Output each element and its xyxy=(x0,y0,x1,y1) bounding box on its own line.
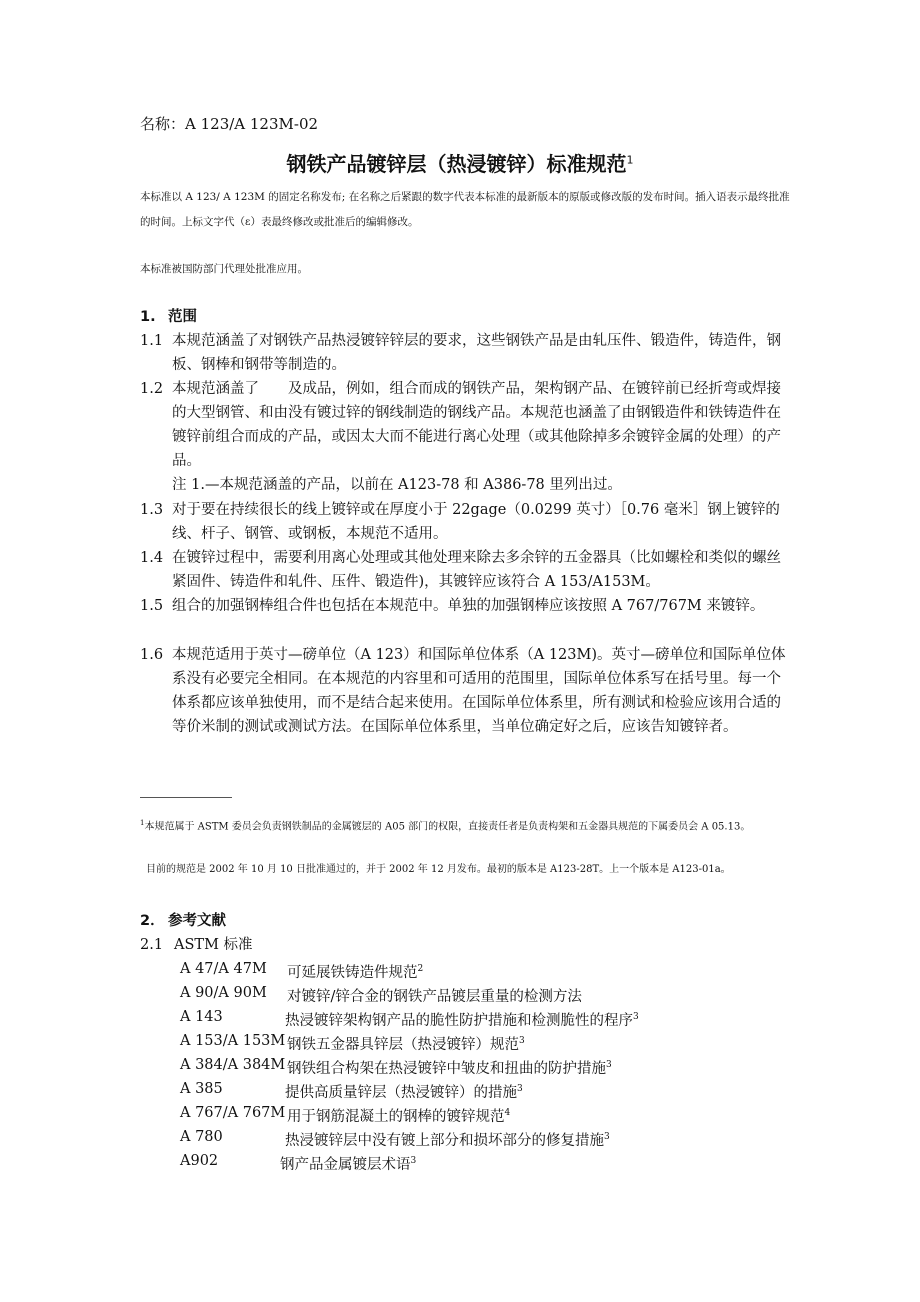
reference-desc: 钢产品金属镀层术语$^3$ xyxy=(280,1156,417,1173)
designation: 名称：A 123/A 123M-02 xyxy=(140,115,319,133)
clause-number: 1.3 xyxy=(140,502,164,518)
footnote-2: 目前的规范是 2002 年 10 月 10 日批准通过的，并于 2002 年 12 月发布。最初的版本是 A123-28T。上一个版本是 A123-01a。 xyxy=(146,864,731,875)
subsection-number: 2.1 xyxy=(140,937,164,953)
reference-code: A 143 xyxy=(180,1009,223,1025)
clause-number: 1.6 xyxy=(140,647,164,663)
clause-1-3 xyxy=(140,498,790,546)
reference-desc: 热浸镀锌层中没有镀上部分和损坏部分的修复措施$^3$ xyxy=(285,1132,610,1149)
footnote-text: 本规范属于 ASTM 委员会负责钢铁制品的金属镀层的 A05 部门的权限，直接责任者是负责构架和五金器具规范的下属委员会 A 05.13。 xyxy=(144,821,751,833)
reference-item xyxy=(180,1077,780,1101)
reference-code: A 47/A 47M xyxy=(180,961,267,977)
clause-text: 组合的加强钢棒组合件也包括在本规范中。单独的加强钢棒应该按照 A 767/767M 来镀锌。 xyxy=(172,598,765,614)
title-text: 钢铁产品镀锌层（热浸镀锌）标准规范 xyxy=(286,152,627,176)
clause-text: 本规范涵盖了对钢铁产品热浸镀锌锌层的要求，这些钢铁产品是由轧压件、锻造件，铸造件，钢板、钢棒和钢带等制造的。 xyxy=(172,333,781,373)
reference-item xyxy=(180,1125,780,1149)
clause-1-1 xyxy=(140,329,790,377)
reference-code: A 384/A 384M xyxy=(180,1057,286,1073)
clause-text: 对于要在持续很长的线上镀锌或在厚度小于 22gage（0.0299 英寸）［0.76 毫米］钢上镀锌的线、杆子、钢管、或钢板，本规范不适用。 xyxy=(172,502,780,542)
reference-desc: 用于钢筋混凝土的钢棒的镀锌规范$^4$ xyxy=(287,1108,511,1125)
clause-number: 1.5 xyxy=(140,598,164,614)
clause-text: 本规范适用于英寸—磅单位（A 123）和国际单位体系（A 123M)。英寸—磅单位和国际单位体系没有必要完全相同。在本规范的内容里和可适用的范围里，国际单位体系写在括号里。每一个体系都应该单独使用，而不是结合起来使用。在国际单位体系里，所有测试和检验应该用合适的等价米制的测试或测试方法。在国际单位体系里，当单位确定好之后，应该告知镀锌者。 xyxy=(172,647,786,735)
section-2-heading xyxy=(140,909,226,930)
footnote-divider xyxy=(140,797,232,798)
reference-desc: 钢铁五金器具锌层（热浸镀锌）规范$^3$ xyxy=(287,1036,525,1053)
approval-note: 本标准被国防部门代理处批准应用。 xyxy=(140,263,308,275)
reference-code: A 767/A 767M xyxy=(180,1105,286,1121)
reference-code: A 780 xyxy=(180,1129,223,1145)
clause-note: 注 1.—本规范涵盖的产品，以前在 A123-78 和 A386-78 里列出过。 xyxy=(172,477,622,493)
reference-item xyxy=(180,1101,780,1125)
section-1-heading xyxy=(140,305,197,326)
footnote-1 xyxy=(140,812,795,838)
clause-number: 1.1 xyxy=(140,333,164,349)
reference-desc: 提供高质量锌层（热浸镀锌）的措施$^3$ xyxy=(285,1084,523,1101)
reference-desc: 热浸镀锌架构钢产品的脆性防护措施和检测脆性的程序$^3$ xyxy=(285,1012,639,1029)
clause-number: 1.2 xyxy=(140,381,164,397)
reference-item xyxy=(180,1149,780,1173)
footnote-mark: 1 xyxy=(140,819,145,827)
clause-number: 1.4 xyxy=(140,550,164,566)
section-title: 参考文献 xyxy=(168,913,226,929)
section-number: 2． xyxy=(140,913,165,929)
document-title xyxy=(0,148,920,177)
reference-item xyxy=(180,1053,780,1077)
reference-code: A 153/A 153M xyxy=(180,1033,286,1049)
designation-note: 本标准以 A 123/ A 123M 的固定名称发布; 在名称之后紧跟的数字代表本标准的最新版本的原版或修改版的发布时间。插入语表示最终批准的时间。上标文字代（ε）表最终修改或批准后的编辑修改。 xyxy=(140,191,790,228)
section-title: 范围 xyxy=(168,309,197,325)
clause-1-5 xyxy=(140,594,790,618)
reference-code: A902 xyxy=(180,1153,219,1169)
subsection-title: ASTM 标准 xyxy=(174,937,253,953)
reference-item xyxy=(180,1029,780,1053)
reference-item xyxy=(180,981,780,1005)
section-number: 1. xyxy=(140,309,156,325)
reference-desc: 钢铁组合构架在热浸镀锌中皱皮和扭曲的防护措施$^3$ xyxy=(287,1060,612,1077)
title-footnote-mark: 1 xyxy=(626,153,634,167)
reference-desc: 可延展铁铸造件规范$^2$ xyxy=(287,964,424,981)
clause-1-2 xyxy=(140,377,790,497)
reference-item xyxy=(180,1005,780,1029)
clause-text: 在镀锌过程中，需要利用离心处理或其他处理来除去多余锌的五金器具（比如螺栓和类似的螺丝紧固件、铸造件和轧件、压件、锻造件)，其镀锌应该符合 A 153/A153M。 xyxy=(172,550,781,590)
reference-code: A 90/A 90M xyxy=(180,985,267,1001)
reference-item xyxy=(180,957,780,981)
clause-text: 本规范涵盖了 及成品，例如，组合而成的钢铁产品，架构钢产品、在镀锌前已经折弯或焊接的大型钢管、和由没有镀过锌的钢线制造的钢线产品。本规范也涵盖了由钢锻造件和铁铸造件在镀锌前组合而成的产品，或因太大而不能进行离心处理（或其他除掉多余镀锌金属的处理）的产品。 xyxy=(172,381,781,469)
clause-1-6 xyxy=(140,643,790,739)
reference-desc: 对镀锌/锌合金的钢铁产品镀层重量的检测方法 xyxy=(287,988,582,1005)
reference-code: A 385 xyxy=(180,1081,223,1097)
clause-1-4 xyxy=(140,546,790,594)
subsection-2-1 xyxy=(140,933,253,954)
